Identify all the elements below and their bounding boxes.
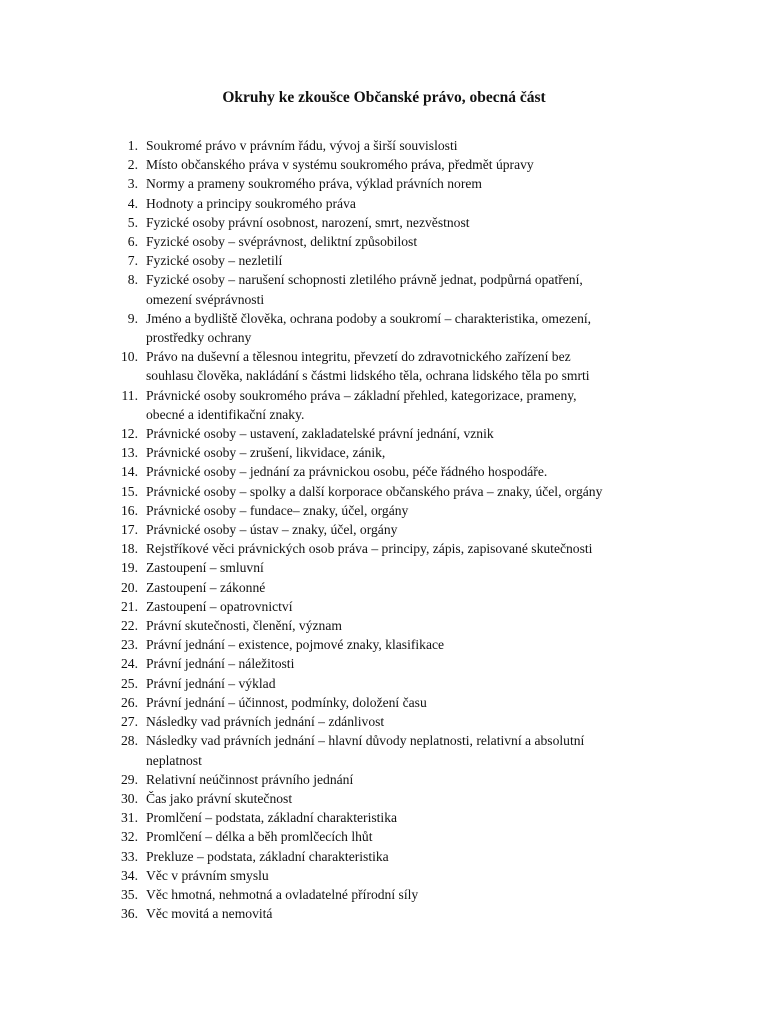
item-text: Právní jednání – existence, pojmové znaky, klasifikace	[146, 637, 445, 653]
list-item	[108, 462, 668, 481]
item-text: Promlčení – podstata, základní charakteristika	[146, 810, 398, 826]
item-number: 17.	[121, 522, 138, 538]
item-gap	[138, 808, 146, 827]
item-gap	[138, 904, 146, 923]
item-number: 8.	[127, 272, 138, 288]
item-text: Fyzické osoby – nezletilí	[146, 253, 283, 269]
item-gap	[138, 136, 146, 155]
list-item	[108, 597, 668, 616]
item-text: Právnické osoby – jednání za právnickou osobu, péče řádného hospodáře.	[146, 464, 548, 480]
list-item	[108, 136, 668, 155]
item-text: Zastoupení – zákonné	[146, 579, 266, 595]
item-gap	[138, 827, 146, 846]
item-gap	[138, 597, 146, 616]
item-number: 3.	[127, 176, 138, 192]
list-item	[108, 827, 668, 846]
item-text: Právnické osoby – fundace– znaky, účel, orgány	[146, 502, 409, 518]
item-text: Věc v právním smyslu	[146, 867, 269, 883]
list-item	[108, 712, 668, 731]
item-text: Věc movitá a nemovitá	[146, 906, 273, 922]
item-number: 32.	[121, 829, 138, 845]
list-item	[108, 424, 668, 443]
item-number: 27.	[121, 714, 138, 730]
item-gap	[138, 712, 146, 731]
item-text: Promlčení – délka a běh promlčecích lhůt	[146, 829, 373, 845]
item-number: 6.	[127, 234, 138, 250]
item-gap	[138, 347, 146, 385]
item-text: Soukromé právo v právním řádu, vývoj a širší souvislosti	[146, 138, 458, 153]
item-number: 22.	[121, 618, 138, 634]
item-text: Právní jednání – výklad	[146, 675, 276, 691]
item-number: 25.	[121, 675, 138, 691]
item-number: 30.	[121, 790, 138, 806]
list-item	[108, 539, 668, 558]
list-item	[108, 482, 668, 501]
item-gap	[138, 731, 146, 769]
item-gap	[138, 232, 146, 251]
list-item	[108, 386, 668, 424]
list-item	[108, 347, 668, 385]
item-number: 9.	[127, 310, 138, 326]
list-item	[108, 904, 668, 923]
item-text: Právnické osoby – zrušení, likvidace, zánik,	[146, 445, 386, 461]
item-number: 11.	[121, 387, 138, 403]
item-text: Čas jako právní skutečnost	[146, 790, 293, 806]
item-text: Věc hmotná, nehmotná a ovladatelné přírodní síly	[146, 886, 419, 902]
item-text: Právo na duševní a tělesnou integritu, převzetí do zdravotnického zařízení bez souhlasu člověka, nakládání s částmi lidského těla, ochrana lidského těla po smrti	[146, 349, 590, 384]
item-number: 5.	[127, 214, 138, 230]
item-text: Právnické osoby soukromého práva – základní přehled, kategorizace, prameny, obecné a identifikační znaky.	[146, 387, 577, 422]
item-text: Právnické osoby – ústav – znaky, účel, orgány	[146, 522, 398, 538]
item-gap	[138, 424, 146, 443]
item-gap	[138, 616, 146, 635]
item-number: 16.	[121, 502, 138, 518]
item-text: Právnické osoby – ustavení, zakladatelské právní jednání, vznik	[146, 426, 494, 442]
list-item	[108, 674, 668, 693]
item-number: 7.	[127, 253, 138, 269]
item-text: Normy a prameny soukromého práva, výklad právních norem	[146, 176, 482, 192]
item-number: 34.	[121, 867, 138, 883]
item-number: 2.	[127, 157, 138, 173]
item-number: 28.	[121, 733, 138, 749]
item-number: 35.	[121, 886, 138, 902]
item-number: 1.	[127, 138, 138, 153]
item-gap	[138, 482, 146, 501]
list-item	[108, 693, 668, 712]
item-text: Právní jednání – účinnost, podmínky, doložení času	[146, 694, 427, 710]
item-gap	[138, 386, 146, 424]
item-number: 19.	[121, 560, 138, 576]
list-item	[108, 866, 668, 885]
list-item	[108, 558, 668, 577]
item-gap	[138, 635, 146, 654]
list-item	[108, 213, 668, 232]
item-text: Místo občanského práva v systému soukromého práva, předmět úpravy	[146, 157, 534, 173]
topic-list	[108, 136, 668, 923]
item-text: Fyzické osoby – narušení schopnosti zletilého právně jednat, podpůrná opatření, omezení svéprávnosti	[146, 272, 583, 307]
item-number: 4.	[127, 195, 138, 211]
item-gap	[138, 866, 146, 885]
list-item	[108, 232, 668, 251]
list-item	[108, 789, 668, 808]
item-gap	[138, 462, 146, 481]
item-text: Jméno a bydliště člověka, ochrana podoby a soukromí – charakteristika, omezení, prostředky ochrany	[146, 310, 592, 346]
list-item	[108, 270, 668, 308]
item-gap	[138, 693, 146, 712]
item-gap	[138, 770, 146, 789]
item-number: 13.	[121, 445, 138, 461]
item-number: 14.	[121, 464, 138, 480]
item-text: Prekluze – podstata, základní charakteristika	[146, 848, 389, 864]
item-gap	[138, 789, 146, 808]
item-gap	[138, 539, 146, 558]
item-text: Zastoupení – smluvní	[146, 560, 264, 576]
item-number: 20.	[121, 579, 138, 595]
item-text: Rejstříkové věci právnických osob práva – principy, zápis, zapisované skutečnosti	[146, 541, 593, 557]
list-item	[108, 770, 668, 789]
item-gap	[138, 309, 146, 347]
item-gap	[138, 213, 146, 232]
item-number: 31.	[121, 810, 138, 826]
item-number: 21.	[121, 598, 138, 614]
item-gap	[138, 674, 146, 693]
item-text: Hodnoty a principy soukromého práva	[146, 195, 356, 211]
item-gap	[138, 155, 146, 174]
list-item	[108, 808, 668, 827]
list-item	[108, 731, 668, 769]
list-item	[108, 654, 668, 673]
list-item	[108, 578, 668, 597]
list-item	[108, 174, 668, 193]
item-number: 18.	[121, 541, 138, 557]
item-text: Následky vad právních jednání – hlavní důvody neplatnosti, relativní a absolutní neplatnost	[146, 733, 585, 768]
item-gap	[138, 847, 146, 866]
item-gap	[138, 520, 146, 539]
item-number: 10.	[121, 349, 138, 365]
list-item	[108, 309, 668, 347]
item-gap	[138, 174, 146, 193]
item-gap	[138, 194, 146, 213]
list-item	[108, 251, 668, 270]
item-gap	[138, 654, 146, 673]
item-text: Fyzické osoby právní osobnost, narození, smrt, nezvěstnost	[146, 214, 470, 230]
document-title: Okruhy ke zkoušce Občanské právo, obecná část	[222, 89, 546, 106]
item-text: Následky vad právních jednání – zdánlivost	[146, 714, 385, 730]
item-gap	[138, 885, 146, 904]
item-text: Právní jednání – náležitosti	[146, 656, 295, 672]
list-item	[108, 155, 668, 174]
item-number: 12.	[121, 426, 138, 442]
item-text: Právnické osoby – spolky a další korporace občanského práva – znaky, účel, orgány	[146, 483, 603, 499]
item-gap	[138, 578, 146, 597]
list-item	[108, 501, 668, 520]
list-item	[108, 885, 668, 904]
list-item	[108, 847, 668, 866]
list-item	[108, 520, 668, 539]
item-text: Relativní neúčinnost právního jednání	[146, 771, 354, 787]
list-item	[108, 616, 668, 635]
item-text: Fyzické osoby – svéprávnost, deliktní způsobilost	[146, 234, 418, 250]
item-number: 29.	[121, 771, 138, 787]
item-text: Právní skutečnosti, členění, význam	[146, 618, 342, 634]
item-gap	[138, 501, 146, 520]
list-item	[108, 443, 668, 462]
item-number: 15.	[121, 483, 138, 499]
item-gap	[138, 251, 146, 270]
item-number: 33.	[121, 848, 138, 864]
item-gap	[138, 443, 146, 462]
item-gap	[138, 558, 146, 577]
list-item	[108, 635, 668, 654]
list-item	[108, 194, 668, 213]
item-number: 36.	[121, 906, 138, 922]
item-number: 23.	[121, 637, 138, 653]
item-gap	[138, 270, 146, 308]
item-number: 24.	[121, 656, 138, 672]
item-text: Zastoupení – opatrovnictví	[146, 598, 293, 614]
item-number: 26.	[121, 694, 138, 710]
